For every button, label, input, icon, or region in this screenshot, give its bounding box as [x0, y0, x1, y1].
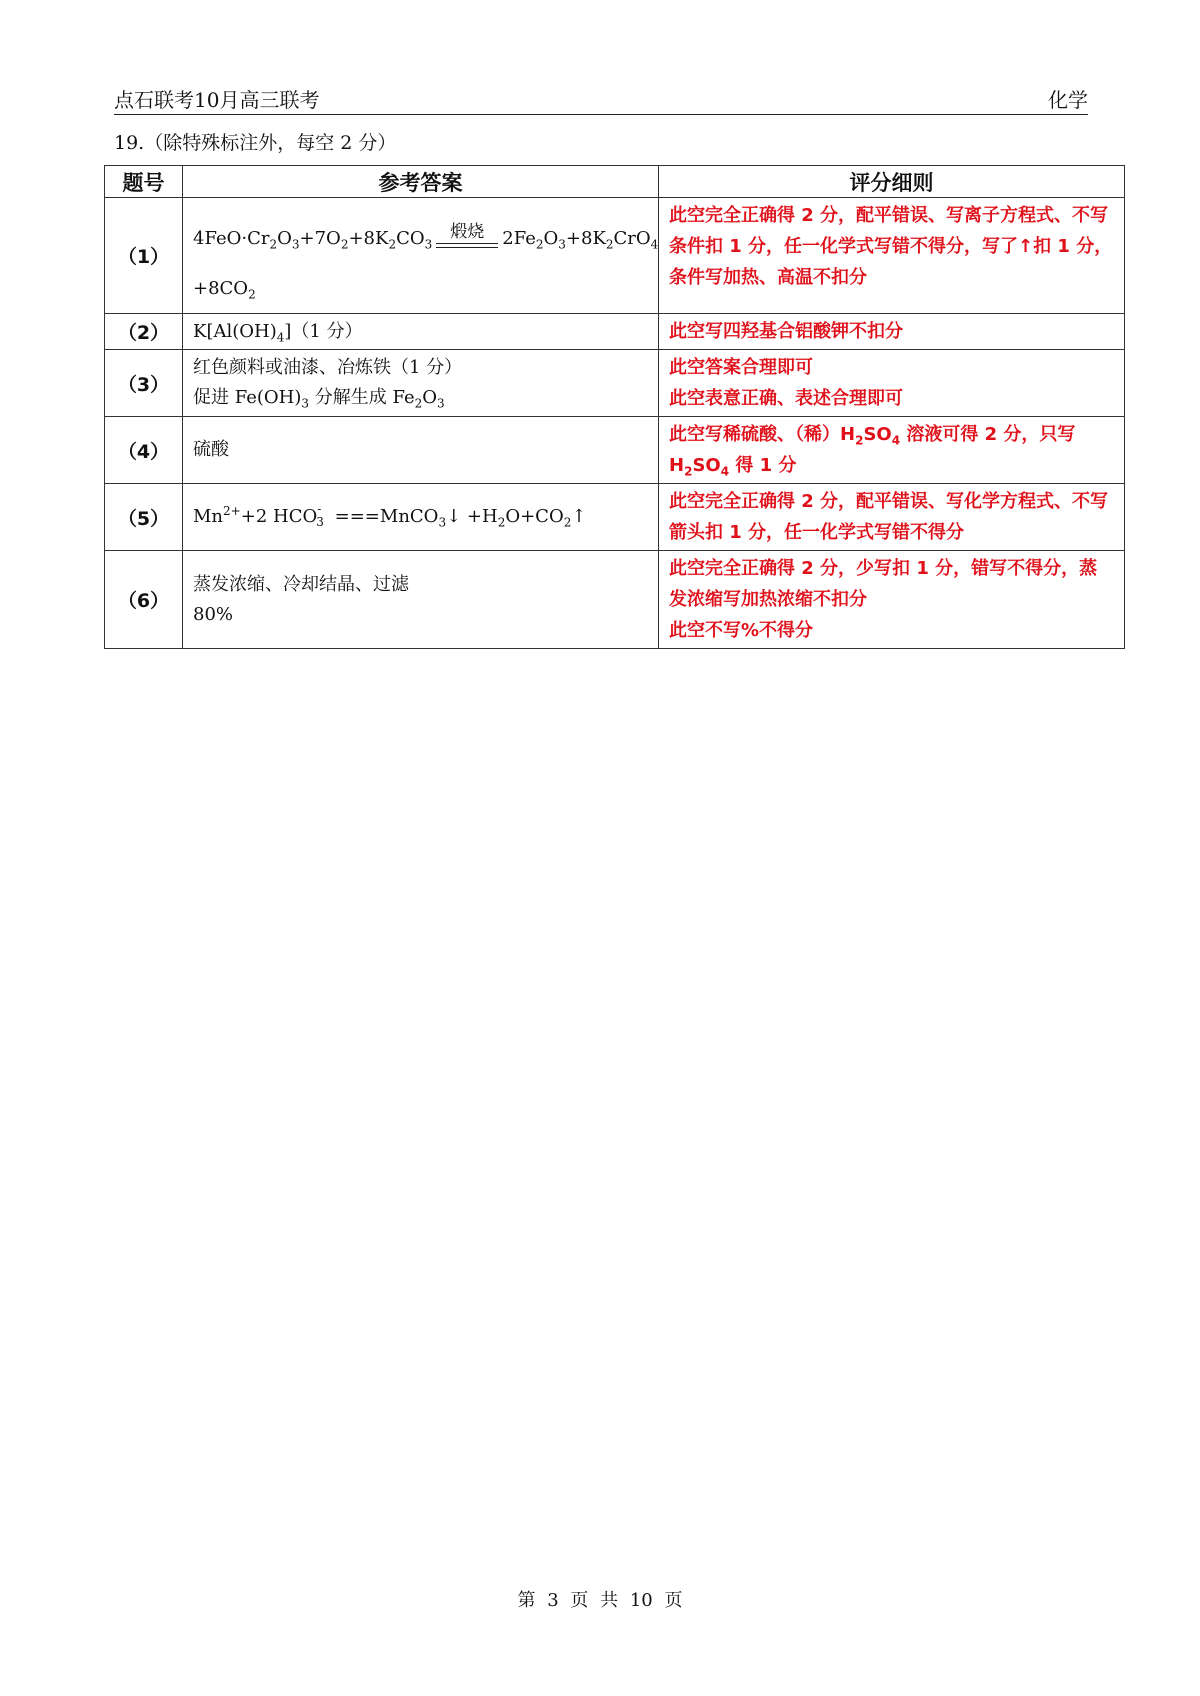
- equation-line: $4FeO\cdot Cr_2O_3+7O_2+8K_2CO_3$ 煅烧 $2Fe_2O_3+8K_2CrO_4$: [193, 208, 648, 254]
- table-row: [105, 484, 1125, 551]
- subject-label: 化学: [1048, 88, 1088, 112]
- page-number: 第 3 页 共 10 页: [517, 1590, 683, 1611]
- scoring-rule: 此空写四羟基合铝酸钾不扣分: [659, 314, 1125, 350]
- question-number: （2）: [105, 314, 183, 350]
- table-row: [105, 417, 1125, 484]
- table-row: [105, 314, 1125, 350]
- reaction-condition: 煅烧: [436, 221, 498, 254]
- exam-title: 点石联考10月高三联考: [114, 88, 320, 112]
- header-scoring-rules: 评分细则: [659, 166, 1125, 198]
- question-note: 19.（除特殊标注外，每空 2 分）: [114, 132, 397, 154]
- table-row: [105, 350, 1125, 417]
- question-number: （6）: [105, 551, 183, 649]
- header-question-number: 题号: [105, 166, 183, 198]
- question-number: （1）: [105, 198, 183, 314]
- table-header-row: [105, 166, 1125, 198]
- scoring-rule: 此空写稀硫酸、（稀）$H_2SO_4$ 溶液可得 2 分，只写 $H_2SO_4$ 得 1 分: [659, 417, 1125, 484]
- answer-cell: 硫酸: [183, 417, 659, 484]
- question-number: （3）: [105, 350, 183, 417]
- table-row: [105, 198, 1125, 314]
- table-row: [105, 551, 1125, 649]
- answer-cell: $K[Al(OH)_4](1$ 分）: [183, 314, 659, 350]
- scoring-rule: 此空完全正确得 2 分，少写扣 1 分，错写不得分，蒸发浓缩写加热浓缩不扣分 此空不写%不得分: [659, 551, 1125, 649]
- scoring-rule: 此空完全正确得 2 分，配平错误、写化学方程式、不写箭头扣 1 分，任一化学式写错不得分: [659, 484, 1125, 551]
- question-number: （5）: [105, 484, 183, 551]
- header-reference-answer: 参考答案: [183, 166, 659, 198]
- page-header: [114, 88, 1088, 115]
- scoring-rule: 此空答案合理即可 此空表意正确、表述合理即可: [659, 350, 1125, 417]
- question-number: （4）: [105, 417, 183, 484]
- answer-cell: [183, 198, 659, 314]
- answer-cell: 蒸发浓缩、冷却结晶、过滤 80%: [183, 551, 659, 649]
- grading-table: [104, 165, 1125, 649]
- answer-cell: 红色颜料或油漆、冶炼铁（1 分） 促进 $Fe(OH)_3$ 分解生成 $Fe_2O_3$: [183, 350, 659, 417]
- answer-cell: $Mn^{2+}+2$ $HCO^-_3$ ===MnCO$_3$↓ $+H_2O+CO_2↑$: [183, 484, 659, 551]
- scoring-rule: 此空完全正确得 2 分，配平错误、写离子方程式、不写条件扣 1 分，任一化学式写错不得分，写了↑扣 1 分，条件写加热、高温不扣分: [659, 198, 1125, 314]
- equation-continuation: $+8CO_2$: [193, 277, 256, 302]
